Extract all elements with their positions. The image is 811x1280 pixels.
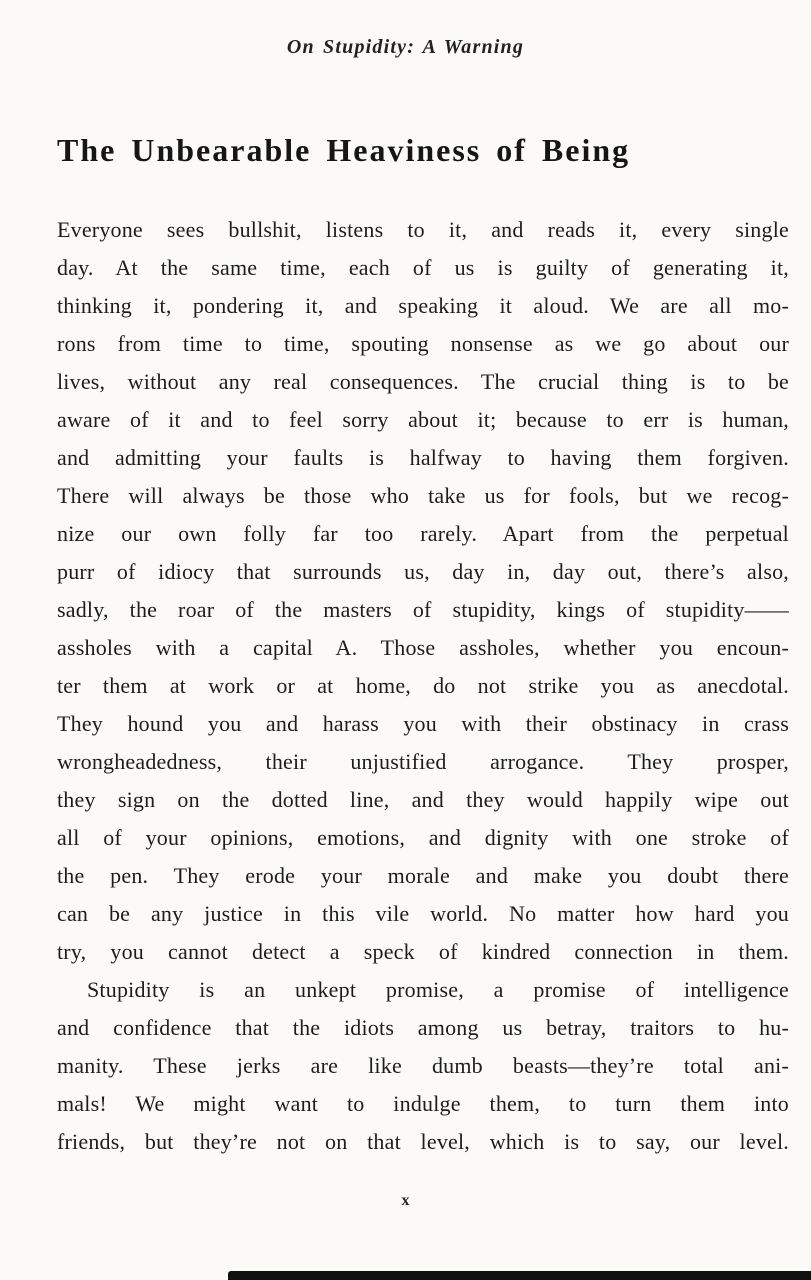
body-line: ter them at work or at home, do not strike you as anecdotal.	[57, 673, 789, 698]
body-line: Everyone sees bullshit, listens to it, and reads it, every single	[57, 217, 789, 242]
body-line: mals! We might want to indulge them, to turn them into	[57, 1091, 789, 1116]
body-line: They hound you and harass you with their obstinacy in crass	[57, 711, 789, 736]
body-line: There will always be those who take us for fools, but we recog-	[57, 483, 789, 508]
body-line: the pen. They erode your morale and make you doubt there	[57, 863, 789, 888]
body-line: nize our own folly far too rarely. Apart from the perpetual	[57, 521, 789, 546]
body-line: sadly, the roar of the masters of stupidity, kings of stupidity——	[57, 597, 789, 622]
body-line: and admitting your faults is halfway to having them forgiven.	[57, 445, 789, 470]
scan-artifact-bar	[228, 1271, 811, 1280]
body-line: and confidence that the idiots among us betray, traitors to hu-	[57, 1015, 789, 1040]
body-line: all of your opinions, emotions, and dignity with one stroke of	[57, 825, 789, 850]
paragraph	[57, 211, 789, 971]
paragraph	[57, 971, 789, 1161]
body-line: can be any justice in this vile world. No matter how hard you	[57, 901, 789, 926]
running-header: On Stupidity: A Warning	[286, 36, 525, 58]
body-line: assholes with a capital A. Those assholes, whether you encoun-	[57, 635, 789, 660]
body-line: wrongheadedness, their unjustified arrogance. They prosper,	[57, 749, 789, 774]
body-line: friends, but they’re not on that level, which is to say, our level.	[57, 1129, 789, 1154]
body-line: thinking it, pondering it, and speaking it aloud. We are all mo-	[57, 293, 789, 318]
body-line: Stupidity is an unkept promise, a promise of intelligence	[87, 977, 789, 1002]
body-line: aware of it and to feel sorry about it; because to err is human,	[57, 407, 789, 432]
page-heading: The Unbearable Heaviness of Being	[57, 132, 631, 168]
body-text	[57, 211, 789, 1161]
page-number: x	[401, 1192, 410, 1209]
body-line: try, you cannot detect a speck of kindred connection in them.	[57, 939, 789, 964]
body-line: day. At the same time, each of us is guilty of generating it,	[57, 255, 789, 280]
body-line: rons from time to time, spouting nonsense as we go about our	[57, 331, 789, 356]
body-line: they sign on the dotted line, and they would happily wipe out	[57, 787, 789, 812]
body-line: lives, without any real consequences. The crucial thing is to be	[57, 369, 789, 394]
body-line: purr of idiocy that surrounds us, day in, day out, there’s also,	[57, 559, 789, 584]
body-line: manity. These jerks are like dumb beasts—they’re total ani-	[57, 1053, 789, 1078]
